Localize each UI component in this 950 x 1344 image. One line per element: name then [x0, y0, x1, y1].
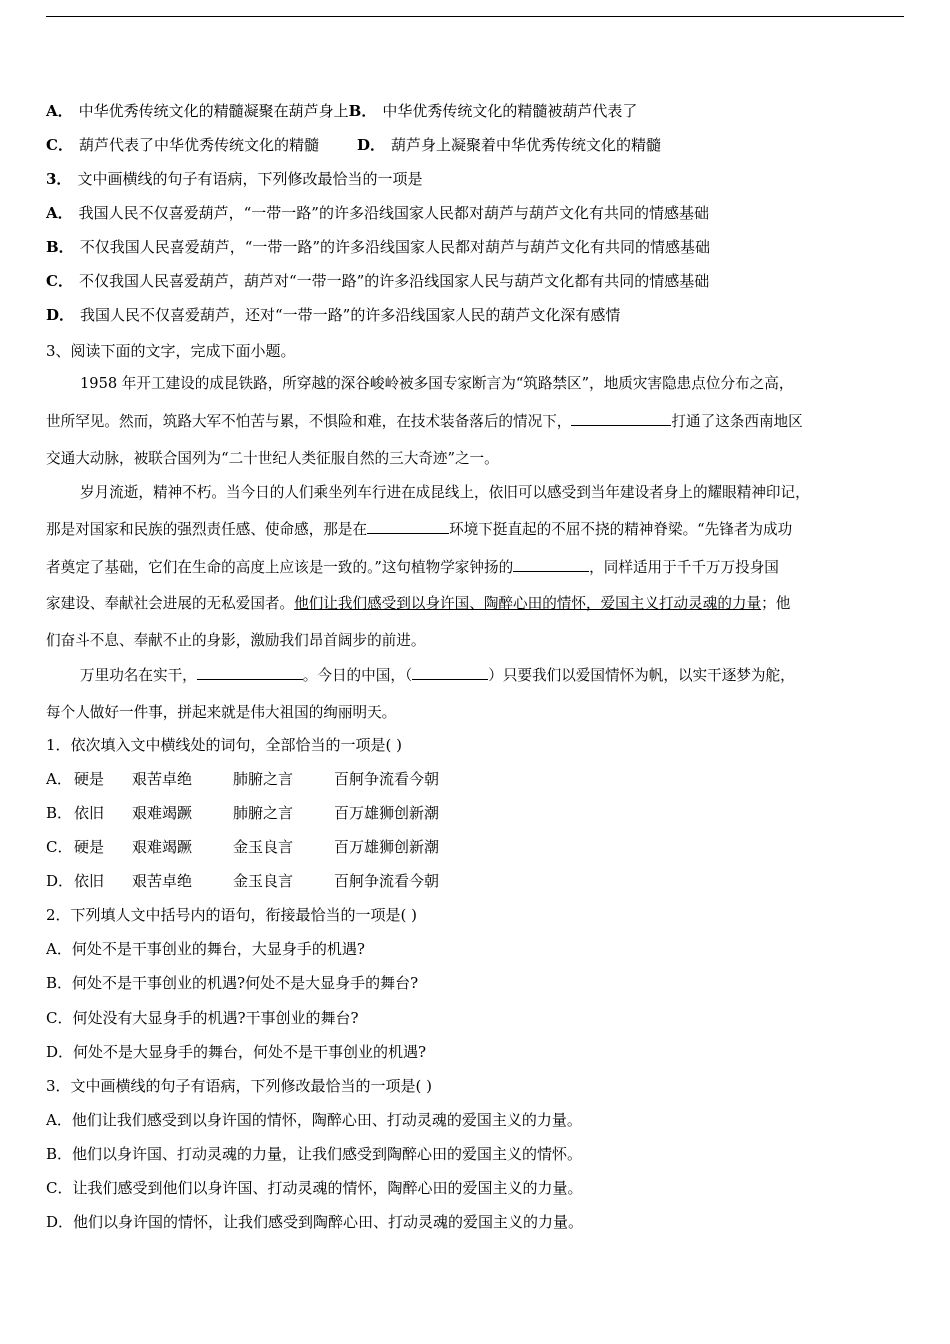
passage-text: ；他	[761, 595, 791, 612]
option-cell: 艰苦卓绝	[132, 770, 193, 788]
passage-text: ）只要我们以爱国情怀为帆，以实干逐梦为舵，	[488, 667, 795, 684]
q2-option-b: B．何处不是干事创业的机遇?何处不是大显身手的舞台?	[46, 974, 419, 992]
underlined-sentence: 他们让我们感受到以身许国、陶醉心田的情怀，爱国主义打动灵魂的力量	[294, 595, 762, 612]
prev-q3-stem: 3． 文中画横线的句子有语病，下列修改最恰当的一项是	[46, 170, 423, 188]
q1-stem: 1．依次填入文中横线处的词句，全部恰当的一项是( )	[46, 736, 403, 754]
prev-q3-option-c-text: 不仅我国人民喜爱葫芦，葫芦对“一带一路”的许多沿线国家人民与葫芦文化都有共同的情感基础	[78, 272, 710, 290]
header-rule	[46, 16, 904, 17]
q2-option-c: C．何处没有大显身手的机遇?干事创业的舞台?	[46, 1009, 359, 1027]
option-cell: 肺腑之言	[233, 804, 294, 822]
option-cell: 百万雄狮创新潮	[334, 804, 440, 822]
option-cell: 硬是	[74, 770, 105, 788]
option-cell: 艰难竭蹶	[132, 838, 193, 856]
q2-option-a: A．何处不是干事创业的舞台，大显身手的机遇?	[46, 940, 365, 958]
passage-p2-line1: 岁月流逝，精神不朽。当今日的人们乘坐列车行进在成昆线上，依旧可以感受到当年建设者身上的耀眼精神印记，	[80, 484, 810, 501]
option-cell: 硬是	[74, 838, 105, 856]
passage-text: 。今日的中国，（	[302, 667, 413, 684]
prev-q3-option-a: A． 我国人民不仅喜爱葫芦，“一带一路”的许多沿线国家人民都对葫芦与葫芦文化有共同的情感基础	[46, 204, 709, 222]
passage-p1-line2	[46, 411, 803, 432]
prev-q3-option-d-text: 我国人民不仅喜爱葫芦，还对“一带一路”的许多沿线国家人民的葫芦文化深有感情	[80, 306, 621, 324]
option-cell: 依旧	[74, 804, 105, 822]
option-cell: 金玉良言	[233, 838, 294, 856]
q3-option-c: C．让我们感受到他们以身许国、打动灵魂的情怀，陶醉心田的爱国主义的力量。	[46, 1179, 583, 1197]
q3-option-d: D．他们以身许国的情怀，让我们感受到陶醉心田、打动灵魂的爱国主义的力量。	[46, 1213, 584, 1231]
option-cell: 百舸争流看今朝	[334, 872, 440, 890]
passage-p3-line1	[80, 665, 795, 686]
option-letter: D．	[46, 872, 74, 890]
prev-q2-options-cd: C． 葫芦代表了中华优秀传统文化的精髓 D． 葫芦身上凝聚着中华优秀传统文化的精髓	[46, 136, 661, 154]
option-letter: A．	[46, 770, 72, 788]
prev-q3-option-c: C． 不仅我国人民喜爱葫芦，葫芦对“一带一路”的许多沿线国家人民与葫芦文化都有共同的情感基础	[46, 272, 710, 290]
option-cell: 百万雄狮创新潮	[334, 838, 440, 856]
q3-option-a: A．他们让我们感受到以身许国的情怀，陶醉心田、打动灵魂的爱国主义的力量。	[46, 1111, 582, 1129]
passage-text: 打通了这条西南地区	[671, 413, 803, 430]
q3-stem: 3．文中画横线的句子有语病，下列修改最恰当的一项是( )	[46, 1077, 433, 1095]
passage-p2-line5: 们奋斗不息、奉献不止的身影，激励我们昂首阔步的前进。	[46, 632, 426, 649]
section-heading: 3、阅读下面的文字，完成下面小题。	[46, 342, 296, 360]
prev-q2-option-d: 葫芦身上凝聚着中华优秀传统文化的精髓	[390, 136, 661, 154]
passage-p2-line2	[46, 519, 792, 540]
passage-text: 世所罕见。然而，筑路大军不怕苦与累，不惧险和难，在技术装备落后的情况下，	[46, 413, 572, 430]
q2-stem: 2．下列填人文中括号内的语句，衔接最恰当的一项是( )	[46, 906, 418, 924]
option-cell: 肺腑之言	[233, 770, 294, 788]
prev-q2-option-a: 中华优秀传统文化的精髓凝聚在葫芦身上	[78, 102, 349, 120]
prev-q3-stem-text: 文中画横线的句子有语病，下列修改最恰当的一项是	[77, 170, 423, 188]
option-letter: B．	[46, 804, 73, 822]
passage-p2-line4	[46, 594, 790, 614]
fill-blank-3	[513, 557, 589, 572]
passage-text: 环境下挺直起的不屈不挠的精神脊梁。“先锋者为成功	[449, 521, 793, 538]
passage-text: 那是对国家和民族的强烈责任感、使命感，那是在	[46, 521, 368, 538]
passage-text: 者奠定了基础，它们在生命的高度上应该是一致的。”这句植物学家钟扬的	[46, 559, 514, 576]
fill-blank-1	[571, 411, 671, 426]
prev-q3-option-a-text: 我国人民不仅喜爱葫芦，“一带一路”的许多沿线国家人民都对葫芦与葫芦文化有共同的情感基础	[78, 204, 709, 222]
option-cell: 艰难竭蹶	[132, 804, 193, 822]
option-cell: 依旧	[74, 872, 105, 890]
passage-text: 万里功名在实干，	[80, 667, 197, 684]
option-letter: C．	[46, 838, 73, 856]
passage-p2-line3	[46, 557, 779, 578]
fill-bracket-blank	[412, 665, 488, 680]
passage-text: 家建设、奉献社会进展的无私爱国者。	[46, 595, 295, 612]
prev-q3-option-b-text: 不仅我国人民喜爱葫芦，“一带一路”的许多沿线国家人民都对葫芦与葫芦文化有共同的情感基础	[79, 238, 711, 256]
passage-p1-line1: 1958 年开工建设的成昆铁路，所穿越的深谷峻岭被多国专家断言为“筑路禁区”，地质灾害隐患点位分布之高，	[80, 375, 794, 392]
option-cell: 百舸争流看今朝	[334, 770, 440, 788]
passage-p3-line2: 每个人做好一件事，拼起来就是伟大祖国的绚丽明天。	[46, 704, 397, 721]
prev-q2-option-c: 葫芦代表了中华优秀传统文化的精髓	[78, 136, 319, 154]
option-cell: 金玉良言	[233, 872, 294, 890]
q3-option-b: B．他们以身许国、打动灵魂的力量，让我们感受到陶醉心田的爱国主义的情怀。	[46, 1145, 583, 1163]
fill-blank-2	[367, 519, 449, 534]
q2-option-d: D．何处不是大显身手的舞台，何处不是干事创业的机遇?	[46, 1043, 427, 1061]
fill-blank-4	[197, 665, 303, 680]
prev-q2-option-b: 中华优秀传统文化的精髓被葫芦代表了	[382, 102, 638, 120]
passage-p1-line3: 交通大动脉，被联合国列为“二十世纪人类征服自然的三大奇迹”之一。	[46, 450, 499, 467]
passage-text: ，同样适用于千千万万投身国	[589, 559, 779, 576]
prev-q3-option-b: B． 不仅我国人民喜爱葫芦，“一带一路”的许多沿线国家人民都对葫芦与葫芦文化有共同的情感基础	[46, 238, 711, 256]
option-cell: 艰苦卓绝	[132, 872, 193, 890]
prev-q2-options-ab: A． 中华优秀传统文化的精髓凝聚在葫芦身上B． 中华优秀传统文化的精髓被葫芦代表了	[46, 102, 638, 120]
prev-q3-option-d: D． 我国人民不仅喜爱葫芦，还对“一带一路”的许多沿线国家人民的葫芦文化深有感情	[46, 306, 621, 324]
